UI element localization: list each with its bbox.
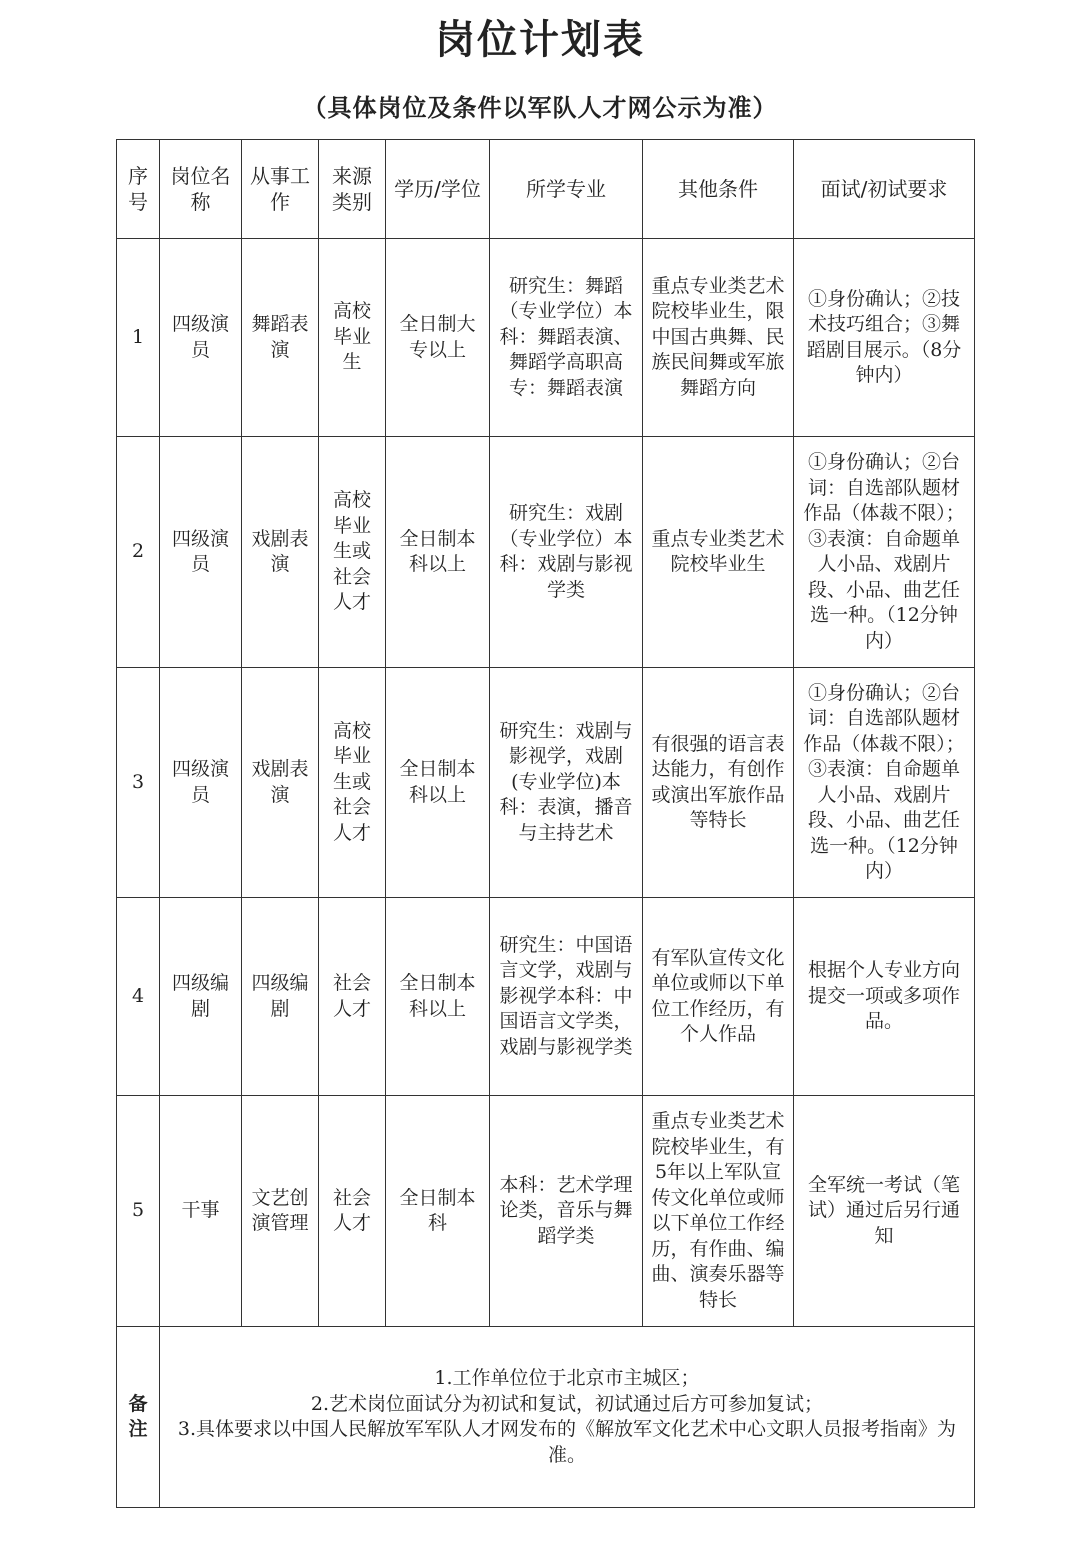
page-subtitle: （具体岗位及条件以军队人才网公示为准）	[302, 94, 778, 122]
cell-position: 四级演员	[160, 437, 242, 668]
cell-major: 研究生：戏剧（专业学位）本科：戏剧与影视学类	[490, 437, 643, 668]
cell-interview: ①身份确认；②技术技巧组合；③舞蹈剧目展示。（8分钟内）	[794, 239, 975, 437]
table-row	[117, 668, 975, 898]
note-line: 1.工作单位位于北京市主城区；	[434, 1367, 700, 1389]
header-cell-major: 所学专业	[490, 140, 643, 239]
header-cell-work: 从事工作	[242, 140, 319, 239]
cell-other: 有军队宣传文化单位或师以下单位工作经历，有个人作品	[643, 898, 794, 1096]
notes-row	[117, 1327, 975, 1508]
cell-interview: ①身份确认；②台词：自选部队题材作品（体裁不限）；③表演：自命题单人小品、戏剧片段、小品、曲艺任选一种。（12分钟内）	[794, 437, 975, 668]
cell-index: 5	[117, 1096, 160, 1327]
cell-source: 社会人才	[319, 1096, 386, 1327]
note-line: 3.具体要求以中国人民解放军军队人才网发布的《解放军文化艺术中心文职人员报考指南》为准。	[177, 1418, 957, 1466]
cell-interview: 根据个人专业方向提交一项或多项作品。	[794, 898, 975, 1096]
header-cell-position: 岗位名称	[160, 140, 242, 239]
cell-source: 高校毕业生或社会人才	[319, 668, 386, 898]
cell-major: 研究生：戏剧与影视学，戏剧(专业学位)本科：表演，播音与主持艺术	[490, 668, 643, 898]
table-row	[117, 437, 975, 668]
header-cell-interview: 面试/初试要求	[794, 140, 975, 239]
header-cell-education: 学历/学位	[386, 140, 490, 239]
cell-other: 重点专业类艺术院校毕业生，有5年以上军队宣传文化单位或师以下单位工作经历，有作曲、编曲、演奏乐器等特长	[643, 1096, 794, 1327]
cell-source: 社会人才	[319, 898, 386, 1096]
cell-education: 全日制本科以上	[386, 437, 490, 668]
notes-label: 备注	[117, 1327, 160, 1508]
cell-other: 重点专业类艺术院校毕业生，限中国古典舞、民族民间舞或军旅舞蹈方向	[643, 239, 794, 437]
cell-interview: 全军统一考试（笔试）通过后另行通知	[794, 1096, 975, 1327]
cell-work: 四级编剧	[242, 898, 319, 1096]
cell-major: 本科：艺术学理论类，音乐与舞蹈学类	[490, 1096, 643, 1327]
header-cell-source: 来源类别	[319, 140, 386, 239]
cell-index: 1	[117, 239, 160, 437]
cell-education: 全日制大专以上	[386, 239, 490, 437]
cell-index: 4	[117, 898, 160, 1096]
cell-position: 四级演员	[160, 668, 242, 898]
notes-body	[160, 1327, 975, 1508]
cell-work: 文艺创演管理	[242, 1096, 319, 1327]
cell-interview: ①身份确认；②台词：自选部队题材作品（体裁不限）；③表演：自命题单人小品、戏剧片段、小品、曲艺任选一种。（12分钟内）	[794, 668, 975, 898]
cell-position: 四级编剧	[160, 898, 242, 1096]
cell-work: 戏剧表演	[242, 668, 319, 898]
header-cell-index: 序号	[117, 140, 160, 239]
cell-education: 全日制本科	[386, 1096, 490, 1327]
cell-education: 全日制本科以上	[386, 668, 490, 898]
table-row	[117, 1096, 975, 1327]
page-title: 岗位计划表	[435, 17, 645, 63]
position-plan-table	[116, 139, 975, 1508]
cell-work: 戏剧表演	[242, 437, 319, 668]
cell-source: 高校毕业生或社会人才	[319, 437, 386, 668]
cell-major: 研究生：舞蹈（专业学位）本科：舞蹈表演、舞蹈学高职高专：舞蹈表演	[490, 239, 643, 437]
cell-other: 重点专业类艺术院校毕业生	[643, 437, 794, 668]
cell-education: 全日制本科以上	[386, 898, 490, 1096]
cell-work: 舞蹈表演	[242, 239, 319, 437]
cell-major: 研究生：中国语言文学，戏剧与影视学本科：中国语言文学类，戏剧与影视学类	[490, 898, 643, 1096]
cell-index: 3	[117, 668, 160, 898]
cell-position: 干事	[160, 1096, 242, 1327]
table-header-row	[117, 140, 975, 239]
cell-index: 2	[117, 437, 160, 668]
cell-other: 有很强的语言表达能力，有创作或演出军旅作品等特长	[643, 668, 794, 898]
header-cell-other: 其他条件	[643, 140, 794, 239]
cell-source: 高校毕业生	[319, 239, 386, 437]
table-row	[117, 898, 975, 1096]
cell-position: 四级演员	[160, 239, 242, 437]
note-line: 2.艺术岗位面试分为初试和复试，初试通过后方可参加复试；	[310, 1392, 824, 1415]
table-row	[117, 239, 975, 437]
